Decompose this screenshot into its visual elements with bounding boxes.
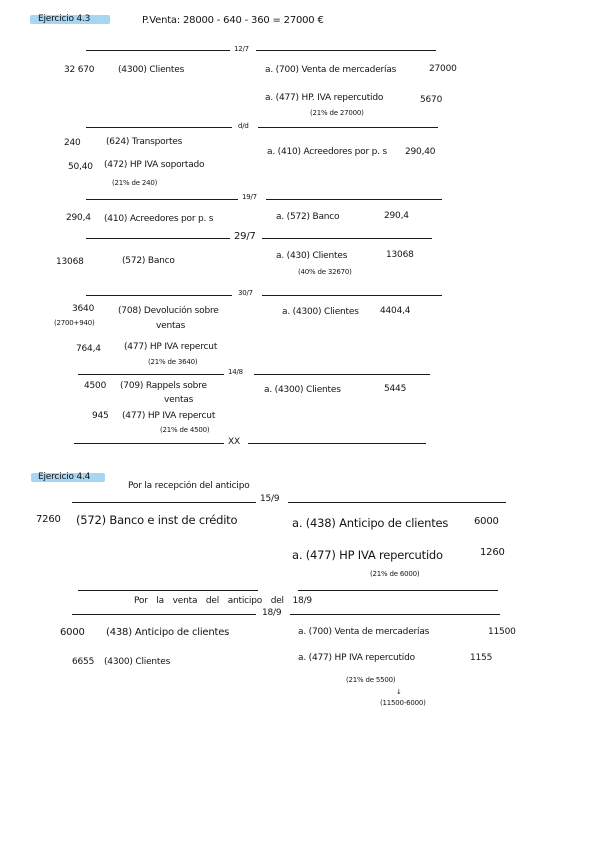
separator-line [258, 127, 438, 128]
credit-account: a. (477) HP IVA repercutido [298, 653, 415, 663]
separator-line [248, 443, 426, 444]
debit-account: (438) Anticipo de clientes [106, 627, 230, 638]
separator-line [256, 50, 436, 51]
debit-account-continued: ventas [156, 321, 186, 331]
debit-amount: 50,40 [68, 162, 93, 172]
separator-line [78, 374, 224, 375]
credit-amount: 1155 [470, 653, 493, 663]
entry-caption: Por la recepción del anticipo [128, 481, 250, 491]
separator-line [298, 590, 498, 591]
separator-line [262, 238, 432, 239]
entry-date: 19/7 [242, 193, 257, 201]
debit-amount: 4500 [84, 381, 107, 391]
debit-amount: 240 [64, 138, 81, 148]
debit-amount: 6655 [72, 657, 95, 667]
credit-account: a. (410) Acreedores por p. s [267, 147, 387, 157]
debit-amount: 32 670 [64, 65, 95, 75]
credit-amount: 290,4 [384, 211, 409, 221]
debit-account: (477) HP IVA repercut [124, 342, 218, 352]
entry-date: 18/9 [262, 608, 282, 618]
separator-line [72, 502, 256, 503]
debit-account: (708) Devolución sobre [118, 306, 219, 316]
separator-line [290, 614, 500, 615]
entry-caption: Por la venta del anticipo del 18/9 [134, 596, 312, 606]
entry-date: 29/7 [234, 231, 256, 242]
debit-amount: 7260 [36, 514, 61, 525]
down-arrow-icon: ↓ [396, 688, 402, 696]
calc-note: (21% de 4500) [160, 426, 210, 434]
separator-line [86, 127, 232, 128]
calc-note: (21% de 27000) [310, 109, 364, 117]
credit-account: a. (438) Anticipo de clientes [292, 516, 449, 530]
credit-account: a. (4300) Clientes [282, 307, 359, 317]
credit-amount: 5670 [420, 95, 443, 105]
debit-amount: 13068 [56, 257, 84, 267]
entry-date: d/d [238, 122, 249, 130]
credit-account: a. (477) HP. IVA repercutido [265, 93, 384, 103]
separator-line [262, 295, 442, 296]
separator-line [86, 50, 230, 51]
credit-account: a. (430) Clientes [276, 251, 348, 261]
separator-line [78, 590, 258, 591]
credit-account: a. (700) Venta de mercaderías [265, 65, 397, 75]
separator-line [254, 374, 430, 375]
calc-note: (40% de 32670) [298, 268, 352, 276]
separator-line [86, 295, 232, 296]
debit-account-continued: ventas [164, 395, 194, 405]
debit-account: (472) HP IVA soportado [104, 160, 205, 170]
credit-amount: 1260 [480, 547, 505, 558]
debit-account: (477) HP IVA repercut [122, 411, 216, 421]
exercise-title-4-4: Ejercicio 4.4 [38, 472, 91, 482]
credit-account: a. (700) Venta de mercaderías [298, 627, 430, 637]
separator-line [288, 502, 506, 503]
entry-date: 14/8 [228, 368, 243, 376]
calc-note: (21% de 6000) [370, 570, 420, 578]
entry-date: 15/9 [260, 494, 280, 504]
separator-line [266, 199, 442, 200]
calc-note: (2700+940) [54, 319, 95, 327]
calc-note: (21% de 3640) [148, 358, 198, 366]
debit-account: (572) Banco e inst de crédito [76, 513, 238, 527]
separator-line [72, 614, 256, 615]
separator-line [86, 199, 238, 200]
credit-amount: 13068 [386, 250, 414, 260]
end-mark: XX [228, 437, 240, 447]
sale-price-calculation: P.Venta: 28000 - 640 - 360 = 27000 € [142, 15, 324, 26]
credit-account: a. (4300) Clientes [264, 385, 341, 395]
debit-account: (709) Rappels sobre [120, 381, 207, 391]
credit-amount: 290,40 [405, 147, 436, 157]
debit-amount: 6000 [60, 627, 85, 638]
debit-account: (624) Transportes [106, 137, 183, 147]
debit-amount: 945 [92, 411, 109, 421]
debit-amount: 290,4 [66, 213, 91, 223]
debit-account: (410) Acreedores por p. s [104, 214, 214, 224]
credit-amount: 11500 [488, 627, 516, 637]
entry-date: 30/7 [238, 289, 253, 297]
credit-amount: 5445 [384, 384, 407, 394]
calc-note: (21% de 5500) [346, 676, 396, 684]
credit-account: a. (477) HP IVA repercutido [292, 548, 443, 562]
separator-line [86, 238, 230, 239]
calc-note: (21% de 240) [112, 179, 158, 187]
debit-account: (4300) Clientes [118, 65, 185, 75]
calc-note: (11500-6000) [380, 699, 426, 707]
debit-account: (572) Banco [122, 256, 175, 266]
credit-amount: 6000 [474, 516, 499, 527]
entry-date: 12/7 [234, 45, 249, 53]
credit-account: a. (572) Banco [276, 212, 340, 222]
debit-amount: 3640 [72, 304, 95, 314]
debit-account: (4300) Clientes [104, 657, 171, 667]
debit-amount: 764,4 [76, 344, 101, 354]
separator-line [74, 443, 224, 444]
exercise-title-4-3: Ejercicio 4.3 [38, 14, 91, 24]
credit-amount: 4404,4 [380, 306, 411, 316]
credit-amount: 27000 [429, 64, 457, 74]
